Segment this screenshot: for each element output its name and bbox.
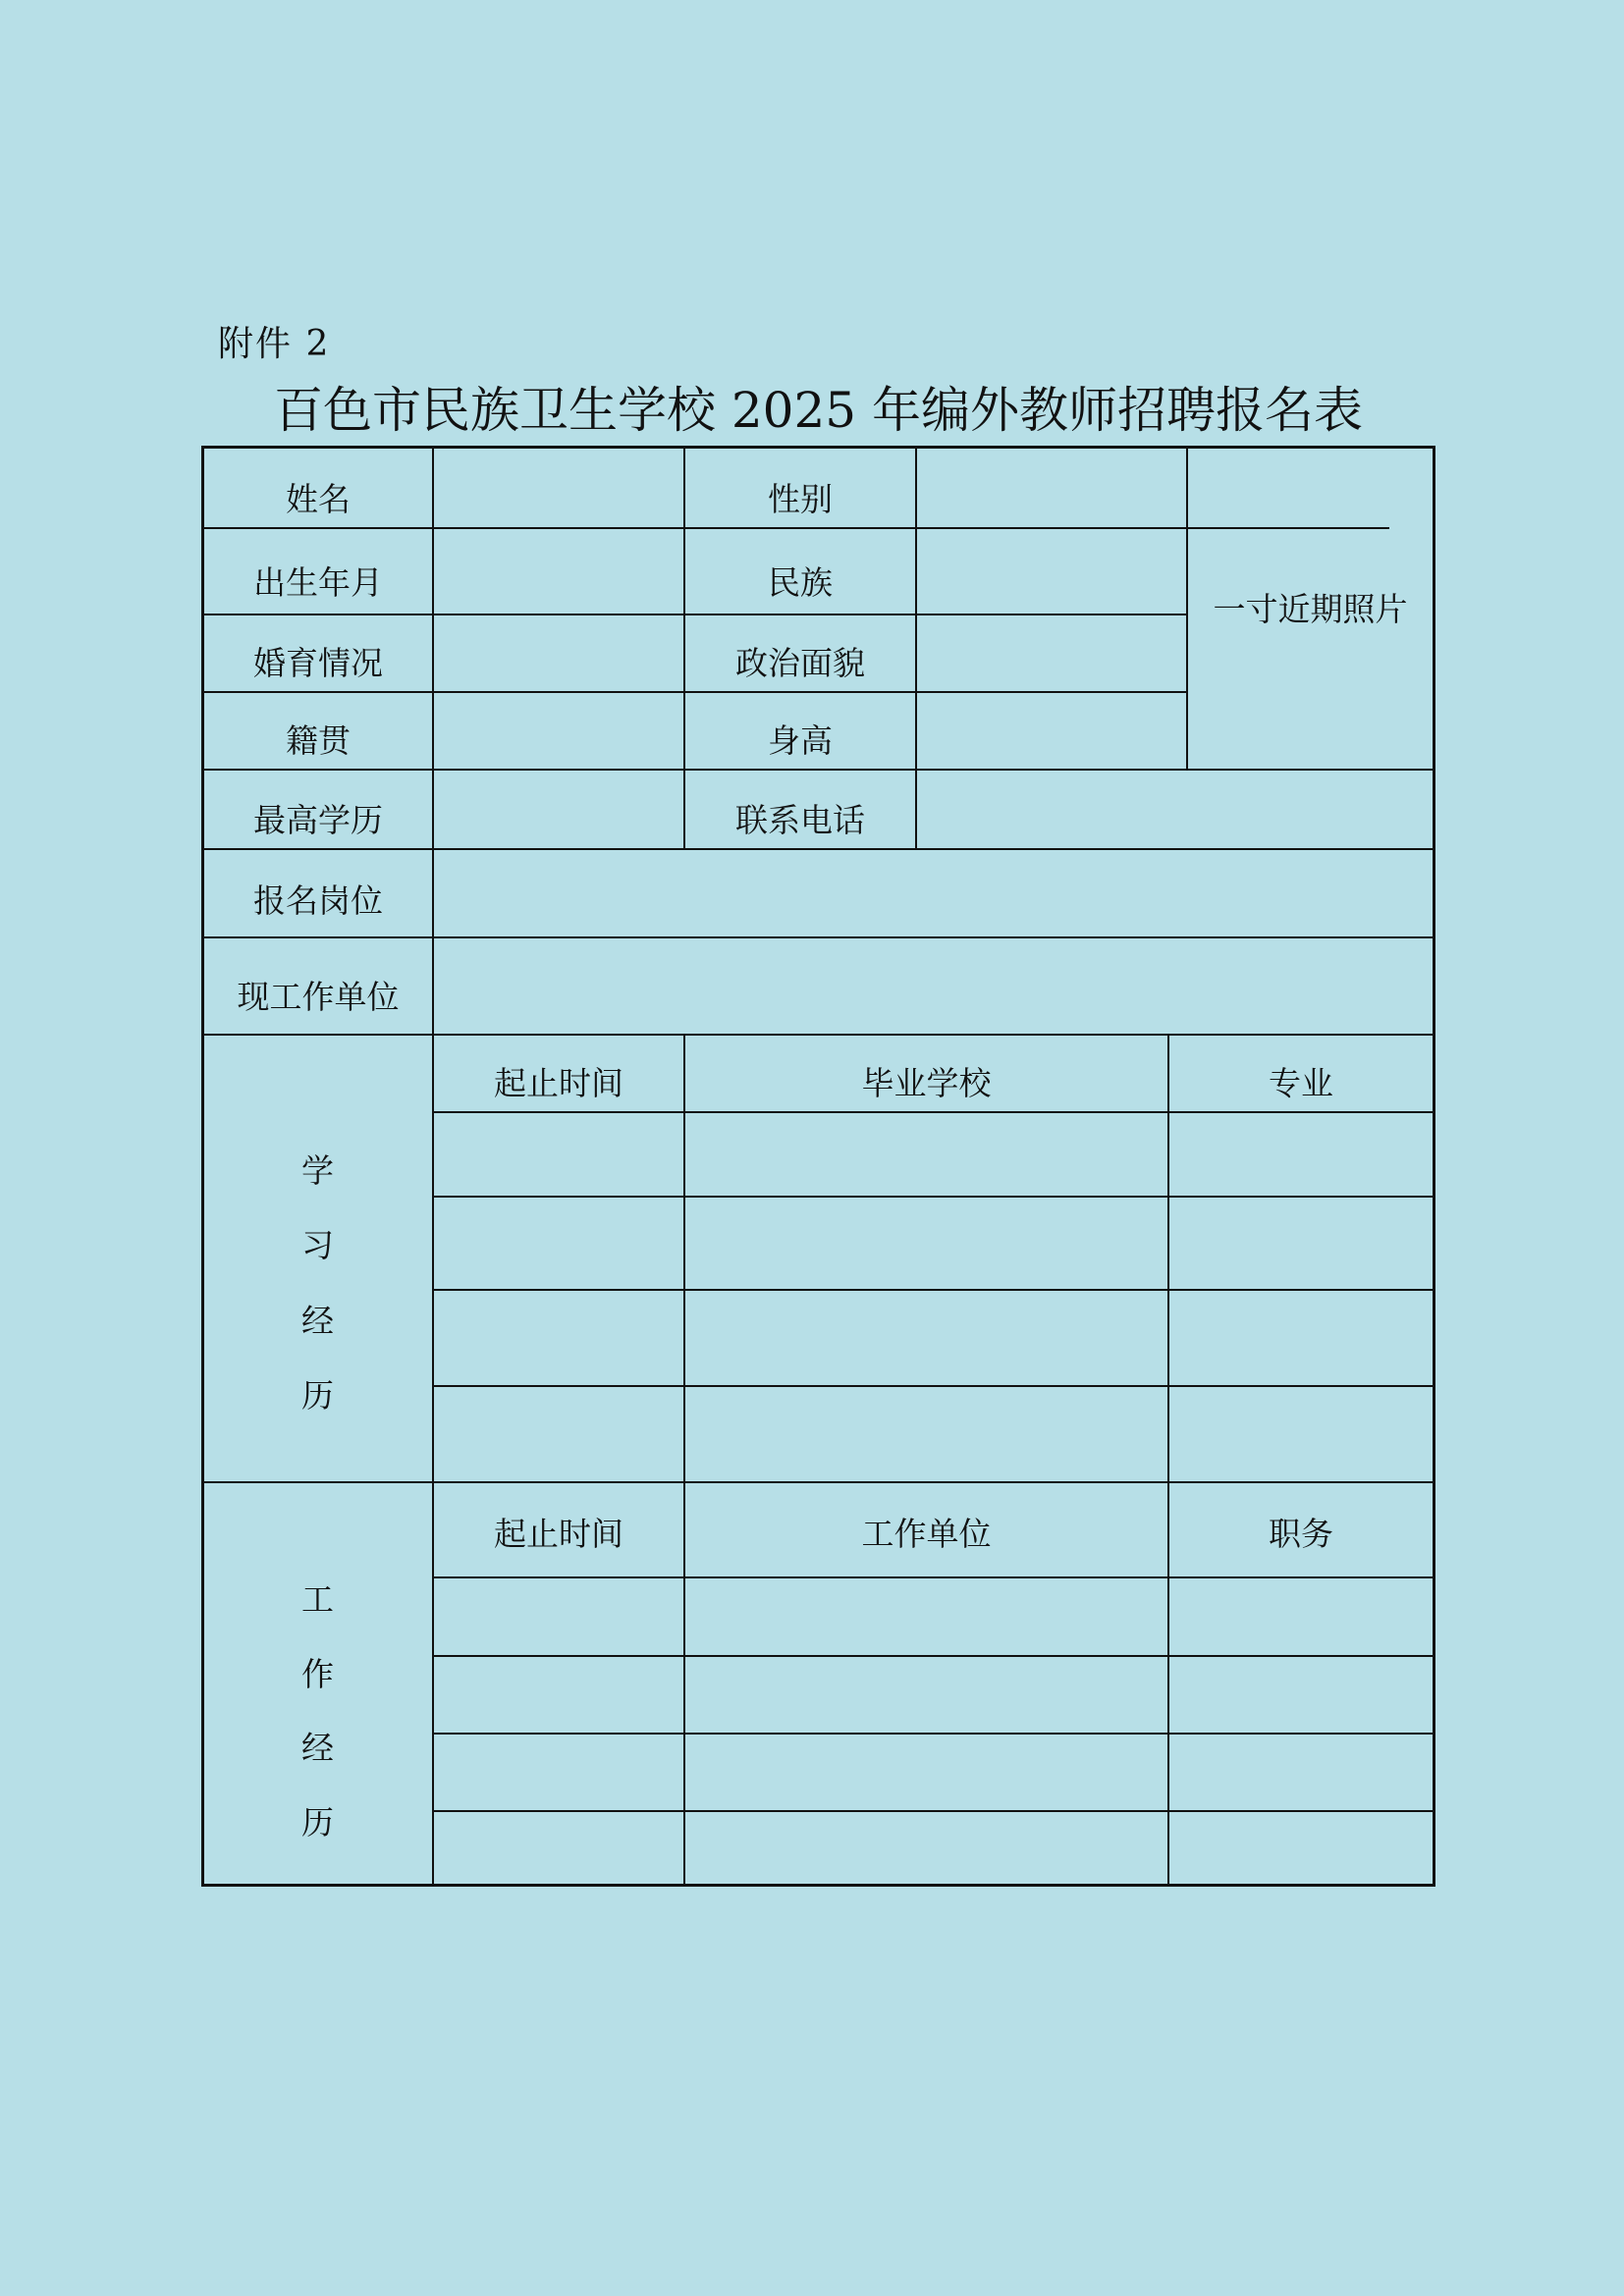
- birth-field[interactable]: [434, 529, 683, 614]
- phone-field[interactable]: [917, 771, 1433, 848]
- gender-field[interactable]: [917, 449, 1186, 527]
- work-row-4[interactable]: [434, 1812, 1433, 1884]
- marital-label: 婚育情况: [253, 644, 383, 682]
- registration-form: [201, 446, 1435, 1887]
- work-char-4: 历: [301, 1802, 334, 1842]
- study-major-header: 专业: [1269, 1064, 1333, 1102]
- work-duty-header: 职务: [1269, 1515, 1333, 1553]
- form-title: 百色市民族卫生学校 2025 年编外教师招聘报名表: [273, 382, 1364, 439]
- position-label: 报名岗位: [253, 881, 383, 920]
- work-section-label: [204, 1580, 431, 1842]
- phone-label: 联系电话: [735, 801, 865, 839]
- work-row-3[interactable]: [434, 1735, 1433, 1810]
- height-label: 身高: [768, 721, 833, 760]
- name-field[interactable]: [434, 449, 683, 527]
- position-field[interactable]: [434, 850, 1433, 936]
- work-time-header: 起止时间: [494, 1515, 623, 1553]
- political-field[interactable]: [917, 615, 1186, 691]
- attachment-label: 附件 2: [218, 324, 331, 364]
- education-field[interactable]: [434, 771, 683, 848]
- study-time-header: 起止时间: [494, 1064, 623, 1102]
- birth-label: 出生年月: [253, 562, 383, 602]
- study-char-3: 经: [301, 1301, 334, 1340]
- marital-field[interactable]: [434, 615, 683, 691]
- native-label: 籍贯: [286, 721, 351, 760]
- workplace-field[interactable]: [434, 938, 1433, 1034]
- education-label: 最高学历: [253, 801, 383, 839]
- ethnicity-label: 民族: [768, 562, 833, 602]
- native-field[interactable]: [434, 693, 683, 769]
- height-field[interactable]: [917, 693, 1186, 769]
- work-unit-header: 工作单位: [861, 1515, 992, 1553]
- work-row-1[interactable]: [434, 1578, 1433, 1655]
- study-char-2: 习: [301, 1226, 334, 1265]
- study-row-3[interactable]: [434, 1291, 1433, 1385]
- ethnicity-field[interactable]: [917, 529, 1186, 614]
- study-school-header: 毕业学校: [861, 1064, 992, 1102]
- study-char-4: 历: [301, 1375, 334, 1415]
- work-char-1: 工: [301, 1580, 334, 1619]
- study-row-1[interactable]: [434, 1113, 1433, 1196]
- political-label: 政治面貌: [735, 644, 865, 682]
- name-label: 姓名: [286, 479, 351, 518]
- work-char-3: 经: [301, 1729, 334, 1768]
- photo-placeholder: 一寸近期照片: [1213, 589, 1408, 628]
- study-char-1: 学: [301, 1151, 334, 1190]
- gender-label: 性别: [768, 479, 833, 518]
- study-section-label: [204, 1151, 431, 1415]
- study-row-4[interactable]: [434, 1387, 1433, 1481]
- study-row-2[interactable]: [434, 1198, 1433, 1289]
- work-row-2[interactable]: [434, 1657, 1433, 1733]
- workplace-label: 现工作单位: [237, 978, 400, 1016]
- work-char-2: 作: [301, 1654, 334, 1693]
